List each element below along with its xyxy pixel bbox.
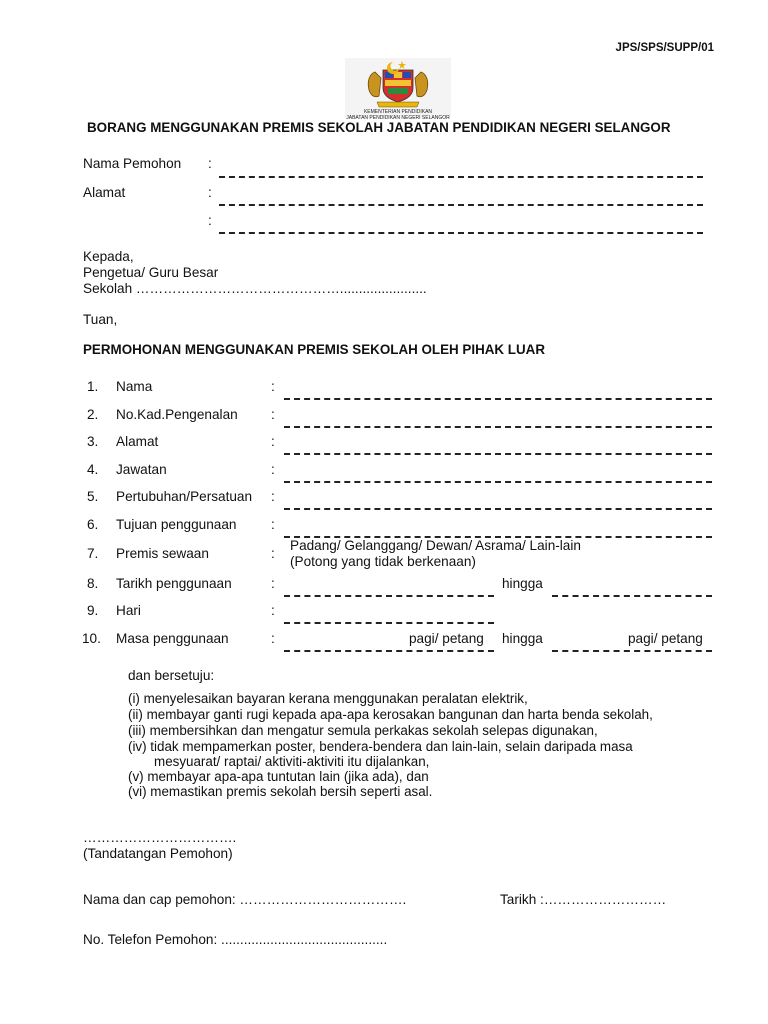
item-label-pertubuhan: Pertubuhan/Persatuan [116, 489, 253, 504]
clause-iv-cont: mesyuarat/ raptai/ aktiviti-aktiviti itu dijalankan, [128, 754, 430, 769]
recipient-kepada: Kepada, [83, 249, 134, 264]
item-label-ic: No.Kad.Pengenalan [116, 407, 238, 422]
field-jawatan[interactable] [284, 481, 712, 483]
recipient-pengetua: Pengetua/ Guru Besar [83, 265, 219, 280]
colon: : [271, 407, 275, 422]
address-field-line-2[interactable] [219, 232, 703, 234]
item-number: 7. [87, 546, 99, 561]
colon: : [271, 489, 275, 504]
colon: : [271, 631, 275, 646]
premis-options[interactable]: Padang/ Gelanggang/ Dewan/ Asrama/ Lain-lain [290, 538, 581, 553]
item-number: 9. [87, 603, 99, 618]
clause-vi: (vi) memastikan premis sekolah bersih seperti asal. [128, 784, 433, 799]
colon: : [271, 462, 275, 477]
pagi-petang-from: pagi/ petang [409, 631, 484, 646]
logo-caption-ministry: KEMENTERIAN PENDIDIKAN [363, 109, 433, 115]
colon: : [208, 185, 212, 200]
colon: : [208, 156, 212, 171]
salutation: Tuan, [83, 312, 118, 327]
hingga-label: hingga [502, 576, 543, 591]
field-hari[interactable] [284, 622, 494, 624]
clause-i: (i) menyelesaikan bayaran kerana menggunakan peralatan elektrik, [128, 691, 528, 706]
item-label-alamat: Alamat [116, 434, 159, 449]
clause-iv: (iv) tidak mempamerkan poster, bendera-bendera dan lain-lain, selain daripada masa [128, 739, 633, 754]
item-number: 8. [87, 576, 99, 591]
phone-field[interactable]: No. Telefon Pemohon: ............................................ [83, 932, 388, 947]
clause-ii: (ii) membayar ganti rugi kepada apa-apa kerosakan bangunan dan harta benda sekolah, [128, 707, 653, 722]
item-label-jawatan: Jawatan [116, 462, 167, 477]
recipient-school-field[interactable]: Sekolah ………………………………………....................... [83, 281, 427, 296]
applicant-name-label: Nama Pemohon [83, 156, 182, 171]
colon: : [271, 379, 275, 394]
field-ic[interactable] [284, 426, 712, 428]
item-number: 1. [87, 379, 99, 394]
address-label: Alamat [83, 185, 126, 200]
field-masa-from[interactable] [284, 650, 494, 652]
signature-field[interactable]: ……………………………. [83, 830, 237, 845]
item-number: 5. [87, 489, 99, 504]
field-pertubuhan[interactable] [284, 508, 712, 510]
colon: : [271, 603, 275, 618]
item-number: 10. [82, 631, 101, 646]
item-number: 2. [87, 407, 99, 422]
signature-label: (Tandatangan Pemohon) [83, 846, 233, 861]
item-label-nama: Nama [116, 379, 153, 394]
field-tarikh-to[interactable] [552, 595, 712, 597]
item-number: 6. [87, 517, 99, 532]
date-field[interactable]: Tarikh :……………………… [500, 892, 667, 907]
clause-iii: (iii) membersihkan dan mengatur semula perkakas sekolah selepas digunakan, [128, 723, 598, 738]
item-label-premis: Premis sewaan [116, 546, 209, 561]
field-alamat[interactable] [284, 453, 712, 455]
item-number: 4. [87, 462, 99, 477]
item-label-hari: Hari [116, 603, 141, 618]
field-masa-to[interactable] [552, 650, 712, 652]
item-number: 3. [87, 434, 99, 449]
colon: : [271, 576, 275, 591]
item-label-tarikh: Tarikh penggunaan [116, 576, 232, 591]
address-field-line-1[interactable] [219, 204, 703, 206]
name-stamp-field[interactable]: Nama dan cap pemohon: ………………………………. [83, 892, 407, 907]
agree-intro: dan bersetuju: [128, 668, 215, 683]
document-code: JPS/SPS/SUPP/01 [615, 42, 714, 54]
item-label-masa: Masa penggunaan [116, 631, 229, 646]
applicant-name-field[interactable] [219, 176, 703, 178]
form-title: BORANG MENGGUNAKAN PREMIS SEKOLAH JABATAN PENDIDIKAN NEGERI SELANGOR [87, 120, 671, 135]
colon: : [271, 434, 275, 449]
colon: : [271, 546, 275, 561]
pagi-petang-to: pagi/ petang [628, 631, 703, 646]
logo-caption-department: JABATAN PENDIDIKAN NEGERI SELANGOR [346, 115, 450, 121]
premis-note: (Potong yang tidak berkenaan) [290, 554, 476, 569]
subject-heading: PERMOHONAN MENGGUNAKAN PREMIS SEKOLAH OLEH PIHAK LUAR [83, 342, 545, 357]
colon: : [208, 213, 212, 228]
field-nama[interactable] [284, 398, 712, 400]
colon: : [271, 517, 275, 532]
hingga-label: hingga [502, 631, 543, 646]
field-tarikh-from[interactable] [284, 595, 494, 597]
item-label-tujuan: Tujuan penggunaan [116, 517, 237, 532]
clause-v: (v) membayar apa-apa tuntutan lain (jika ada), dan [128, 769, 429, 784]
